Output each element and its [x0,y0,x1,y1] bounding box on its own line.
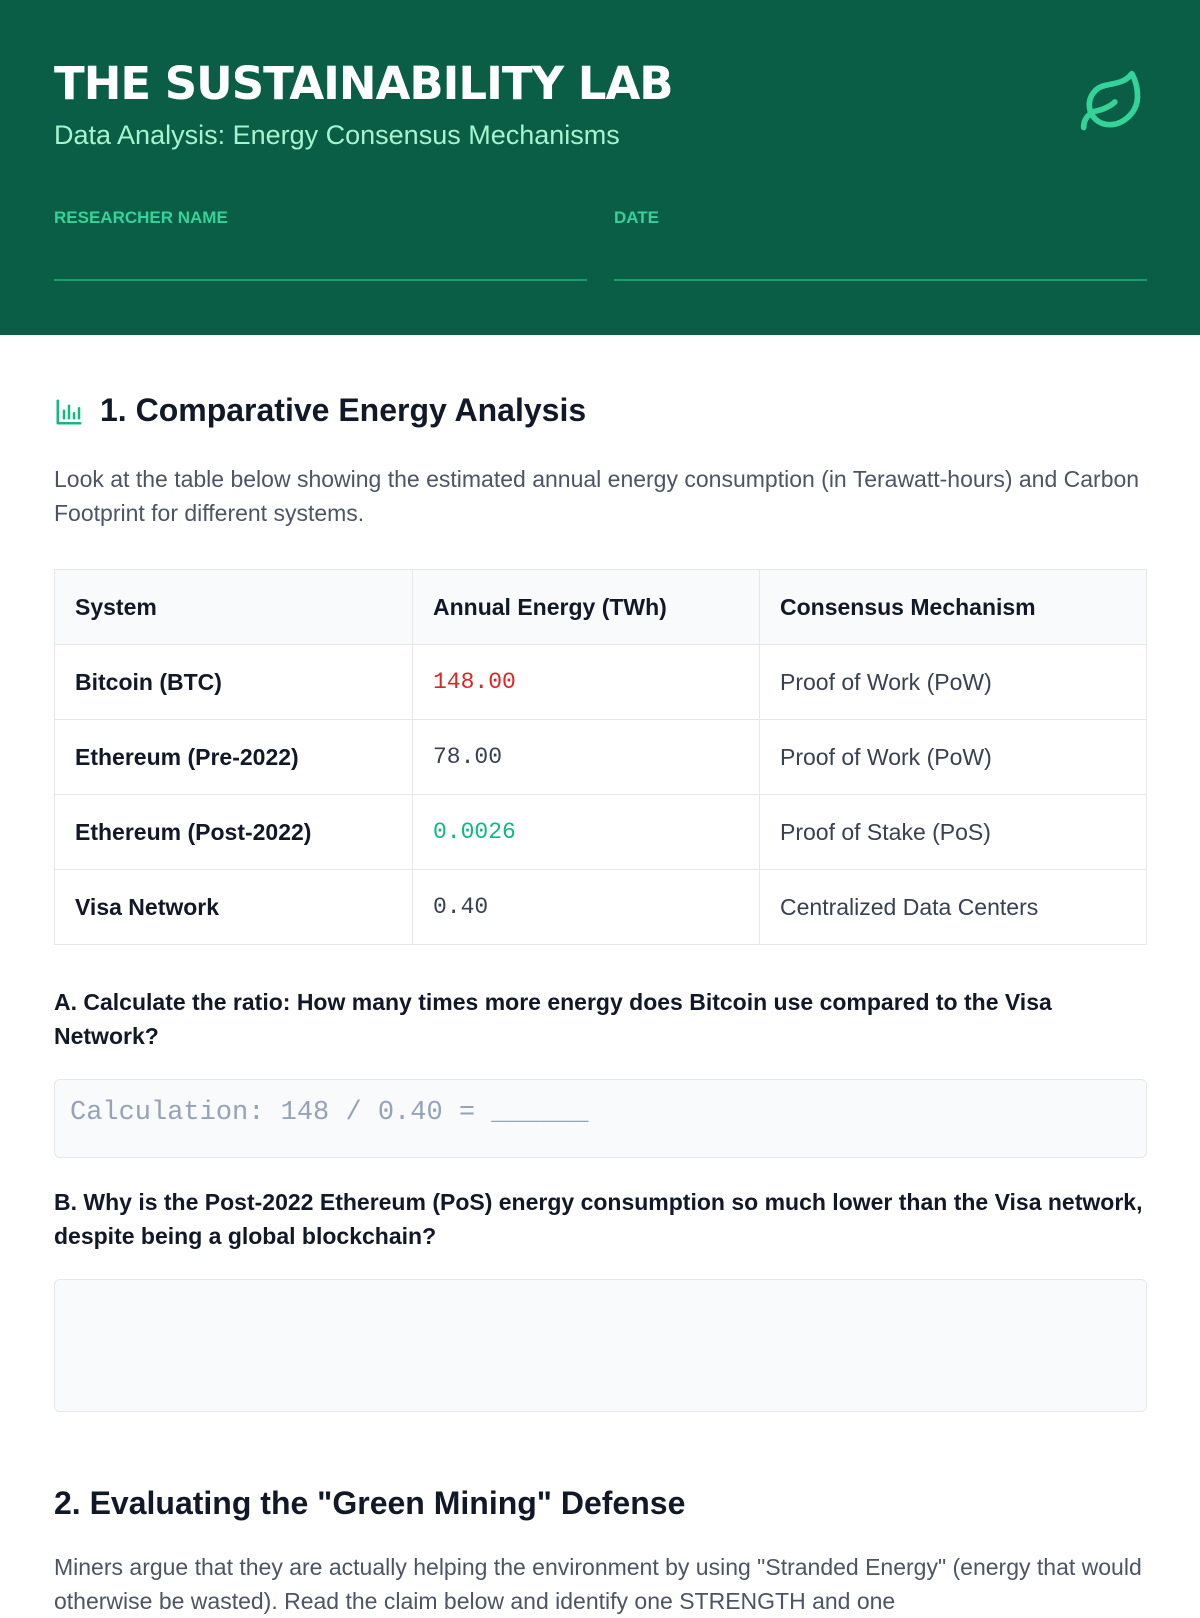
row-mechanism: Proof of Work (PoW) [760,720,1147,795]
row-mechanism: Proof of Stake (PoS) [760,795,1147,870]
header-banner [0,0,1200,335]
question-a: A. Calculate the ratio: How many times more energy does Bitcoin use compared to the Visa Network? [54,989,1052,1049]
energy-table [54,569,1147,945]
worksheet-subtitle: Data Analysis: Energy Consensus Mechanisms [54,120,620,150]
section-1-title: 1. Comparative Energy Analysis [100,392,587,428]
bar-chart-icon [54,397,84,427]
date-label: DATE [614,208,660,227]
row-system: Ethereum (Post-2022) [55,795,413,870]
section-2-intro: Miners argue that they are actually helping the environment by using "Stranded Energy" (energy that would otherwise be wasted). Read the claim below and identify one STRENGTH and one [54,1554,1142,1614]
row-energy: 148.00 [413,645,760,720]
row-energy: 78.00 [413,720,760,795]
date-field[interactable] [614,279,1147,281]
table-header-row [55,570,1147,645]
researcher-name-field[interactable] [54,279,587,281]
calculation-placeholder: Calculation: 148 / 0.40 = ______ [70,1098,589,1128]
row-energy: 0.0026 [413,795,760,870]
row-system: Bitcoin (BTC) [55,645,413,720]
calculation-answer-box[interactable] [54,1079,1147,1158]
section-1-intro: Look at the table below showing the estimated annual energy consumption (in Terawatt-hours) and Carbon Footprint for different systems. [54,466,1140,526]
header-system: System [55,570,413,645]
lab-title: THE SUSTAINABILITY LAB [54,57,673,110]
question-b: B. Why is the Post-2022 Ethereum (PoS) energy consumption so much lower than the Visa network, despite being a global blockchain? [54,1189,1143,1249]
table-row [55,645,1147,720]
researcher-name-label: RESEARCHER NAME [54,208,228,227]
table-row [55,720,1147,795]
header-mechanism: Consensus Mechanism [760,570,1147,645]
header-energy: Annual Energy (TWh) [413,570,760,645]
row-system: Ethereum (Pre-2022) [55,720,413,795]
row-mechanism: Centralized Data Centers [760,870,1147,945]
section-2-title: 2. Evaluating the "Green Mining" Defense [54,1485,686,1521]
table-row [55,795,1147,870]
row-mechanism: Proof of Work (PoW) [760,645,1147,720]
table-row [55,870,1147,945]
row-system: Visa Network [55,870,413,945]
explanation-answer-box[interactable] [54,1279,1147,1412]
leaf-icon [1078,68,1146,136]
row-energy: 0.40 [413,870,760,945]
